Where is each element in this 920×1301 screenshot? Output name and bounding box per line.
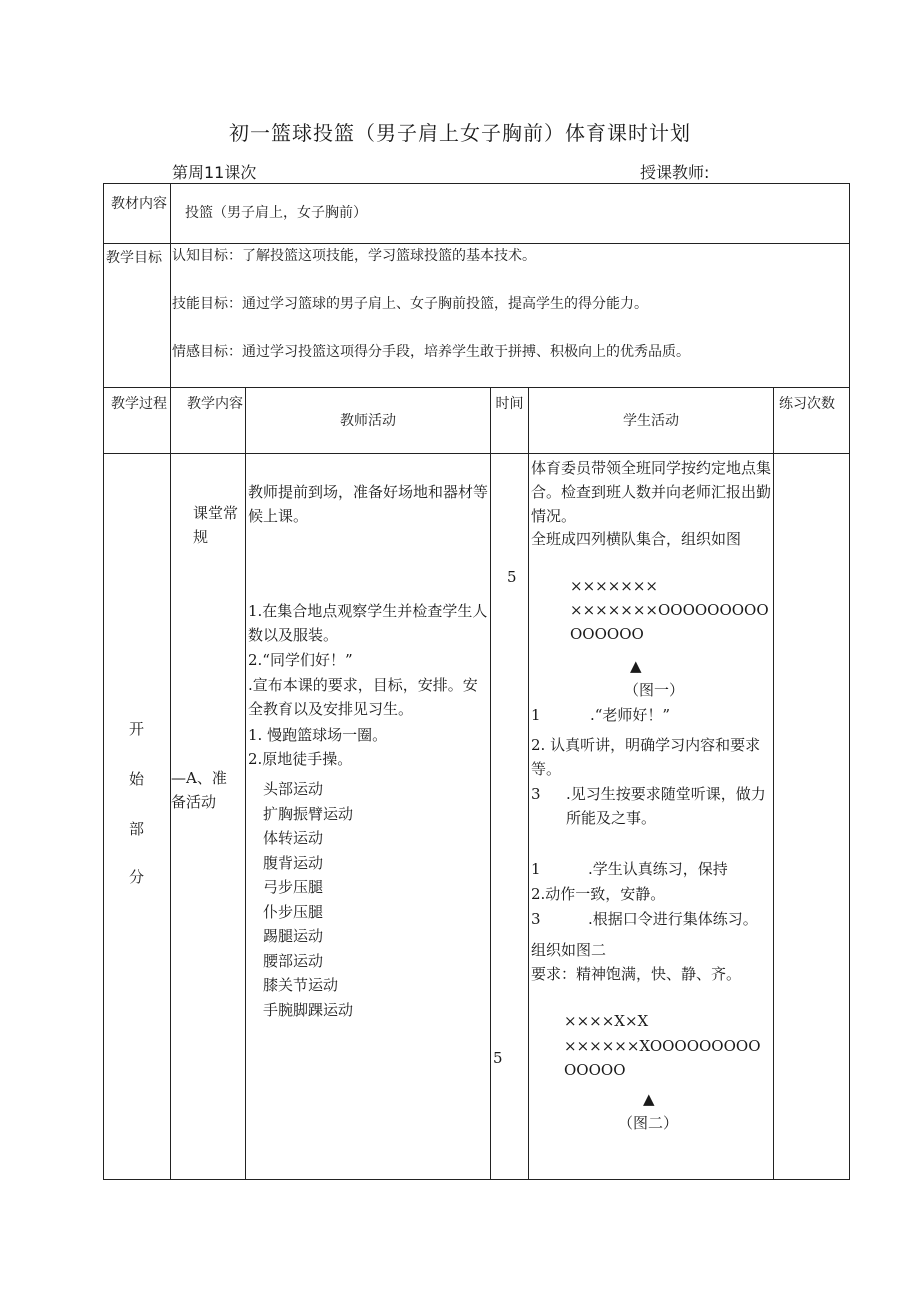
material-label: 教材内容 [111, 196, 167, 212]
section-char: 开 [129, 720, 145, 738]
student-item: .见习生按要求随堂听课，做力所能及之事。 [566, 785, 766, 827]
col-divider [528, 387, 529, 1180]
row-divider [103, 453, 850, 454]
goal-skill: 技能目标：通过学习篮球的男子肩上、女子胸前投篮，提高学生的得分能力。 [172, 296, 648, 312]
student-item-num: 3 [531, 785, 541, 803]
material-value: 投篮（男子肩上，女子胸前） [185, 205, 367, 221]
goal-cognitive: 认知目标：了解投篮这项技能，学习篮球投篮的基本技术。 [172, 248, 536, 264]
table-border-left [103, 183, 104, 1180]
teacher-item: 2.“同学们好！” [248, 651, 353, 669]
table-border-top [103, 183, 850, 184]
teacher-item: 1. 慢跑篮球场一圈。 [248, 726, 388, 744]
table-border-bottom [103, 1179, 850, 1180]
student-item-num: 1 [531, 706, 541, 724]
exercise-item: 头部运动 [263, 780, 324, 798]
header-practice: 练习次数 [779, 396, 835, 412]
student-item: .学生认真练习，保持 [588, 860, 728, 878]
exercise-item: 仆步压腿 [263, 903, 324, 921]
exercise-item: 膝关节运动 [263, 976, 339, 994]
student-line: 全班成四列横队集合，组织如图 [531, 530, 742, 548]
header-student: 学生活动 [623, 413, 679, 429]
student-item: 2.动作一致，安静。 [531, 885, 666, 903]
exercise-item: 弓步压腿 [263, 878, 324, 896]
figure-caption: （图二） [618, 1114, 679, 1132]
time-value: 5 [507, 568, 517, 586]
teacher-marker: ▲ [643, 1090, 655, 1108]
teacher-item: 2.原地徒手操。 [248, 750, 353, 768]
student-item: .根据口令进行集体练习。 [588, 910, 758, 928]
goal-emotion: 情感目标：通过学习投篮这项得分手段，培养学生敢于拼搏、积极向上的优秀品质。 [172, 344, 690, 360]
page-title: 初一篮球投篮（男子肩上女子胸前）体育课时计划 [229, 121, 691, 145]
header-content: 教学内容 [187, 396, 243, 412]
exercise-item: 踢腿运动 [263, 927, 324, 945]
header-teacher: 教师活动 [340, 413, 396, 429]
student-item: 组织如图二 [531, 941, 607, 959]
exercise-item: 腰部运动 [263, 952, 324, 970]
exercise-item: 体转运动 [263, 829, 324, 847]
teacher-item: 1.在集合地点观察学生并检查学生人数以及服装。 [248, 602, 488, 644]
teacher-intro: 教师提前到场，准备好场地和器材等候上课。 [248, 483, 489, 525]
col-divider [490, 387, 491, 1180]
col-divider [245, 387, 246, 1180]
student-item-num: 3 [531, 910, 541, 928]
section-char: 分 [129, 868, 145, 886]
col-divider [170, 183, 171, 1180]
teacher-marker: ▲ [630, 657, 642, 675]
goals-label: 教学目标 [106, 250, 162, 266]
student-item: 2. 认真听讲，明确学习内容和要求等。 [531, 736, 761, 778]
col-divider [773, 387, 774, 1180]
formation-row: ××××X×X [564, 1012, 649, 1030]
section-char: 始 [129, 770, 145, 788]
formation-row: ××××××XOOOOOOOOOOOOOO [564, 1037, 761, 1079]
content-routine: 课堂常规 [193, 504, 239, 546]
table-border-right [849, 183, 850, 1180]
section-char: 部 [129, 820, 145, 838]
exercise-item: 手腕脚踝运动 [263, 1001, 354, 1019]
student-item: .“老师好！” [590, 706, 671, 724]
student-intro: 体育委员带领全班同学按约定地点集合。检查到班人数并向老师汇报出勤情况。 [531, 459, 772, 525]
header-time: 时间 [495, 396, 524, 412]
formation-row: ×××××××OOOOOOOOOOOOOOO [570, 601, 769, 643]
teacher-item: .宣布本课的要求，目标，安排。安全教育以及安排见习生。 [248, 676, 478, 718]
week-label: 第周11课次 [172, 163, 257, 182]
row-divider [103, 387, 850, 388]
formation-row: ××××××× [570, 577, 658, 595]
exercise-item: 扩胸振臂运动 [263, 805, 354, 823]
header-process: 教学过程 [111, 396, 167, 412]
teacher-label: 授课教师: [640, 163, 710, 182]
figure-caption: （图一） [624, 681, 685, 699]
student-item: 要求：精神饱满，快、静、齐。 [531, 965, 742, 983]
exercise-item: 腹背运动 [263, 854, 324, 872]
content-prep: —A、准备活动 [171, 769, 227, 811]
student-item-num: 1 [531, 860, 541, 878]
time-value: 5 [493, 1049, 503, 1067]
